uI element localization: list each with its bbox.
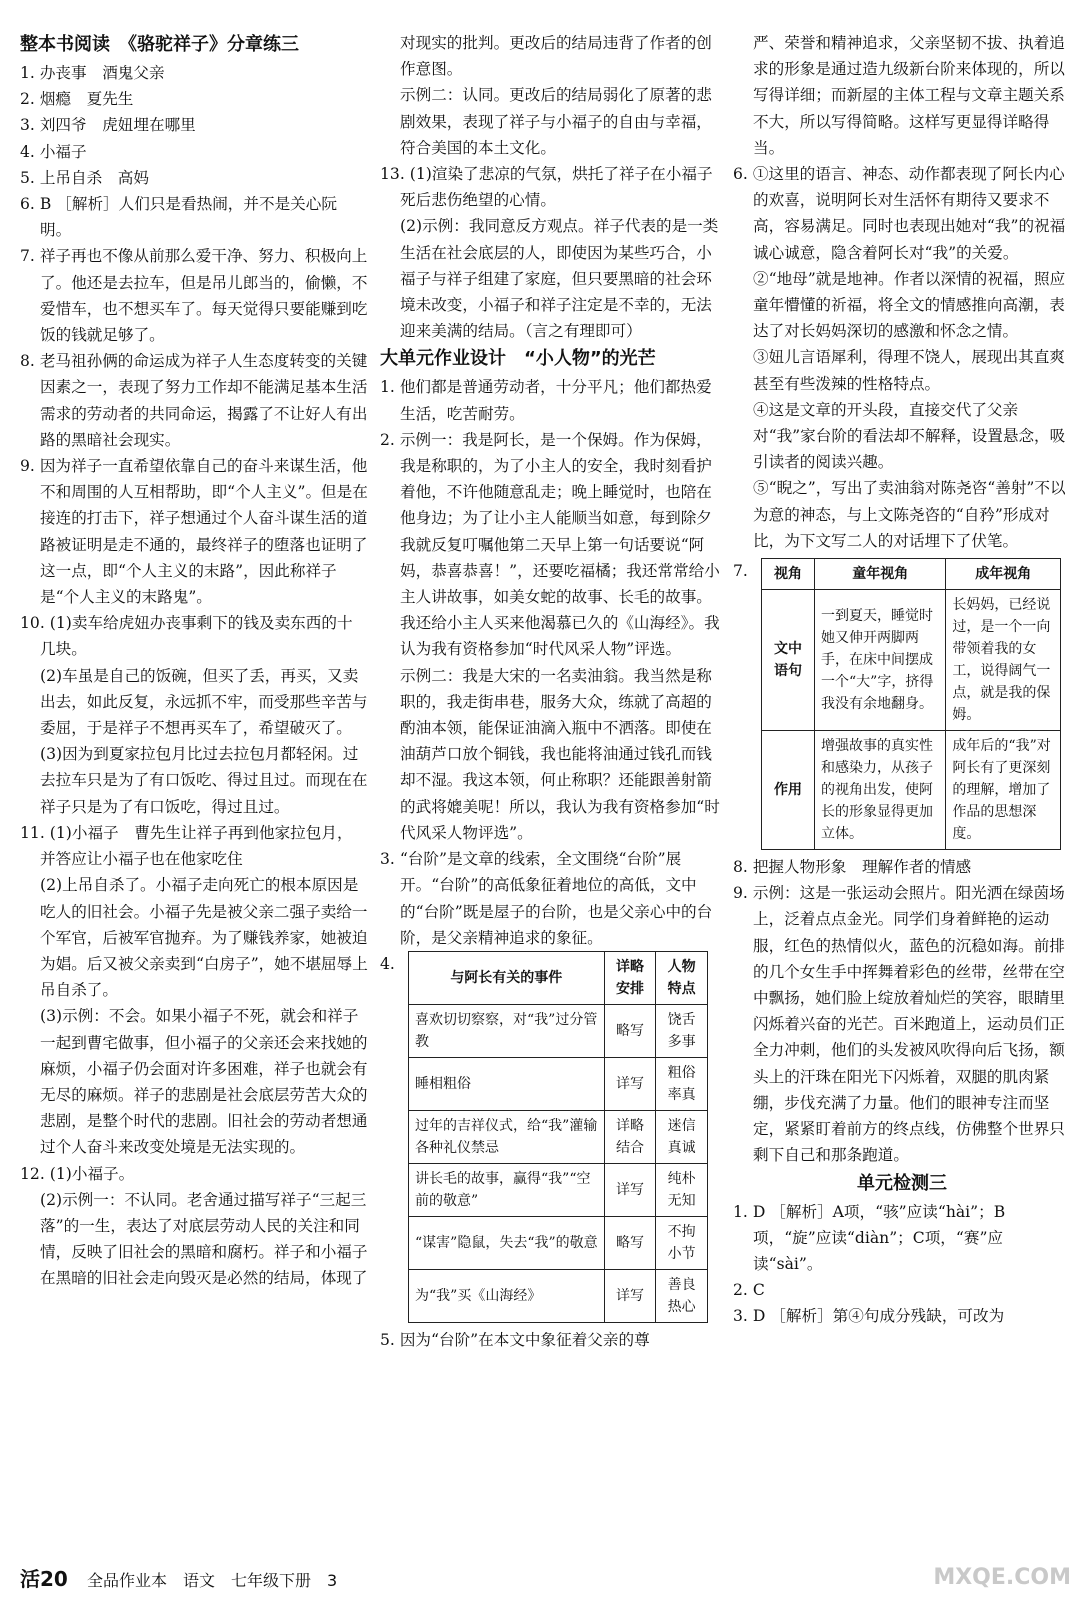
table-cell: 迷信真诚 bbox=[656, 1110, 708, 1163]
column-middle bbox=[380, 30, 720, 1353]
question-number: 4. bbox=[380, 954, 395, 973]
table-cell: 饶舌多事 bbox=[656, 1004, 708, 1057]
table-cell: 喜欢切切察察，对“我”过分管教 bbox=[409, 1004, 605, 1057]
column-right bbox=[733, 30, 1071, 1330]
answer-subitem: (3)因为到夏家拉包月比过去拉包月都轻闲。过去拉车只是为了有口饭吃、得过且过。而现在在祥子只是为了有口饭吃，得过且过。 bbox=[40, 745, 368, 816]
section-title: 整本书阅读 《骆驼祥子》分章练三 bbox=[20, 34, 299, 55]
answer-item: 2. C bbox=[733, 1281, 765, 1300]
footer-brand: 活20 bbox=[20, 1567, 68, 1591]
table-row-label: 作用 bbox=[762, 731, 815, 850]
answer-subitem: 严、荣誉和精神追求，父亲坚韧不拔、执着追求的形象是通过造九级新台阶来体现的，所以写得详细；而新屋的主体工程与文章主题关系不大，所以写得简略。这样写更显得详略得当。 bbox=[753, 34, 1065, 157]
answer-item: 6. ①这里的语言、神态、动作都表现了阿长内心的欢喜，说明阿长对生活怀有期待又要求不高，容易满足。同时也表现出她对“我”的祝福诚心诚意，隐含着阿长对“我”的关爱。 bbox=[733, 165, 1066, 262]
answer-item: 3. 刘四爷 虎妞埋在哪里 bbox=[20, 116, 196, 135]
table-header-row bbox=[409, 951, 708, 1004]
table-cell: 不拘小节 bbox=[656, 1216, 708, 1269]
answer-item: 1. 办丧事 酒鬼父亲 bbox=[20, 64, 165, 82]
table-cell: 一到夏天，睡觉时她又伸开两脚两手，在床中间摆成一个“大”字，挤得我没有余地翻身。 bbox=[815, 590, 946, 731]
table-cell: 略写 bbox=[604, 1004, 656, 1057]
table-cell: 讲长毛的故事，赢得“我”“空前的敬意” bbox=[409, 1163, 605, 1216]
footer-text: 全品作业本 语文 七年级下册 3 bbox=[86, 1571, 338, 1590]
table-cell: 为“我”买《山海经》 bbox=[409, 1269, 605, 1322]
table-row bbox=[409, 1110, 708, 1163]
table-cell: 详写 bbox=[604, 1163, 656, 1216]
question-4 bbox=[380, 951, 720, 1323]
answer-subitem: (2)示例一：不认同。老舍通过描写祥子“三起三落”的一生，表达了对底层劳动人民的关注和同情，反映了旧社会的黑暗和腐朽。祥子和小福子在黑暗的旧社会走向毁灭是必然的结局，体现了 bbox=[40, 1190, 368, 1288]
answer-subitem: ⑤“睨之”，写出了卖油翁对陈尧咨“善射”不以为意的神态，与上文陈尧咨的“自矜”形成对比，为下文写二人的对话埋下了伏笔。 bbox=[753, 479, 1066, 550]
table-header: 人物特点 bbox=[656, 951, 708, 1004]
table-cell: 成年后的“我”对阿长有了更深刻的理解，增加了作品的思想深度。 bbox=[946, 731, 1061, 850]
answer-subitem: 对现实的批判。更改后的结局违背了作者的创作意图。 bbox=[400, 34, 712, 79]
answer-item: 10. (1)卖车给虎妞办丧事剩下的钱及卖东西的十几块。 bbox=[20, 614, 353, 659]
column-left bbox=[20, 30, 368, 1292]
answer-item: 9. 示例：这是一张运动会照片。阳光洒在绿茵场上，泛着点点金光。同学们身着鲜艳的运动服，红色的热情似火，蓝色的沉稳如海。前排的几个女生手中挥舞着彩色的丝带，丝带在空中飘扬，她们脸上绽放着灿烂的笑容，眼睛里闪烁着兴奋的光芒。百米跑道上，运动员们正全力冲刺，他们的头发被风吹得向后飞扬，额头上的汗珠在阳光下闪烁着，双腿的肌肉紧绷，步伐充满了力量。他们的眼神专注而坚定，紧紧盯着前方的终点线，仿佛整个世界只剩下自己和那条跑道。 bbox=[733, 884, 1065, 1165]
answer-subitem: (2)上吊自杀了。小福子走向死亡的根本原因是吃人的旧社会。小福子先是被父亲二强子卖给一个军官，后被军官抛弃。为了赚钱养家，她被迫为娼。后又被父亲卖到“白房子”，她不堪屈辱上吊自杀了。 bbox=[40, 876, 368, 1000]
table-cell: 善良热心 bbox=[656, 1269, 708, 1322]
answer-subitem: ③妞儿言语犀利，得理不饶人，展现出其直爽甚至有些泼辣的性格特点。 bbox=[753, 348, 1065, 393]
answer-item: 8. 老马祖孙俩的命运成为祥子人生态度转变的关键因素之一，表现了努力工作却不能满足基本生活需求的劳动者的共同命运，揭露了不让好人有出路的黑暗社会现实。 bbox=[20, 352, 368, 449]
answer-item: 11. (1)小福子 曹先生让祥子再到他家拉包月，并答应让小福子也在他家吃住 bbox=[20, 823, 353, 869]
answer-item: 4. 小福子 bbox=[20, 142, 87, 161]
table-row bbox=[409, 1269, 708, 1322]
table-cell: 增强故事的真实性和感染力，从孩子的视角出发，使阿长的形象显得更加立体。 bbox=[815, 731, 946, 850]
table-row bbox=[409, 1216, 708, 1269]
question-7 bbox=[733, 558, 1071, 850]
table-cell: “谋害”隐鼠，失去“我”的敬意 bbox=[409, 1216, 605, 1269]
table-cell: 详写 bbox=[604, 1269, 656, 1322]
answer-subitem: (2)示例：我同意反方观点。祥子代表的是一类生活在社会底层的人，即使因为某些巧合，小福子与祥子组建了家庭，但只要黑暗的社会环境未改变，小福子和祥子注定是不幸的，无法迎来美满的结局。（言之有理即可） bbox=[400, 217, 719, 341]
table-cell: 长妈妈，已经说过，是一个一向带领着我的女工，说得阔气一点，就是我的保姆。 bbox=[946, 590, 1061, 731]
answer-item: 1. D ［解析］A项，“骇”应读“hài”；B项，“旋”应读“diàn”；C项，“赛”应读“sài”。 bbox=[733, 1202, 1006, 1273]
answer-item: 5. 上吊自杀 高妈 bbox=[20, 168, 149, 187]
answer-item: 3. D ［解析］第④句成分残缺，可改为 bbox=[733, 1307, 1005, 1326]
events-table bbox=[408, 951, 708, 1323]
answer-item: 9. 因为祥子一直希望依靠自己的奋斗来谋生活，他不和周围的人互相帮助，即“个人主义”。但是在接连的打击下，祥子想通过个人奋斗谋生活的道路被证明是走不通的，最终祥子的堕落也证明了这一点，即“个人主义的末路”，因此称祥子是“个人主义的末路鬼”。 bbox=[20, 457, 368, 607]
table-cell: 详略结合 bbox=[604, 1110, 656, 1163]
table-row bbox=[409, 1163, 708, 1216]
table-header: 与阿长有关的事件 bbox=[409, 951, 605, 1004]
watermark: MXQE.COM bbox=[933, 1565, 1071, 1590]
table-cell: 纯朴无知 bbox=[656, 1163, 708, 1216]
table-header: 视角 bbox=[762, 559, 815, 590]
table-header: 成年视角 bbox=[946, 559, 1061, 590]
answer-subitem: (3)示例：不会。如果小福子不死，就会和祥子一起到曹宅做事，但小福子的父亲还会来找她的麻烦，小福子仍会面对许多困难，祥子也就会有无尽的麻烦。祥子的悲剧是社会底层劳苦大众的悲剧，是整个时代的悲剧。旧社会的劳动者想通过个人奋斗来改变处境是无法实现的。 bbox=[40, 1007, 368, 1157]
table-row bbox=[762, 731, 1061, 850]
answer-item: 5. 因为“台阶”在本文中象征着父亲的尊 bbox=[380, 1330, 650, 1349]
page-footer bbox=[20, 1563, 337, 1592]
table-cell: 粗俗率真 bbox=[656, 1057, 708, 1110]
table-row bbox=[762, 590, 1061, 731]
section-title: 单元检测三 bbox=[857, 1172, 947, 1194]
table-header-row bbox=[762, 559, 1061, 590]
answer-subitem: 示例二：认同。更改后的结局弱化了原著的悲剧效果，表现了祥子与小福子的自由与幸福，符合美国的本土文化。 bbox=[400, 86, 712, 157]
table-cell: 详写 bbox=[604, 1057, 656, 1110]
table-header: 详略安排 bbox=[604, 951, 656, 1004]
section-title: 大单元作业设计 “小人物”的光芒 bbox=[380, 348, 656, 370]
table-header: 童年视角 bbox=[815, 559, 946, 590]
answer-item: 13. (1)渲染了悲凉的气氛，烘托了祥子在小福子死后悲伤绝望的心情。 bbox=[380, 165, 713, 210]
table-cell: 略写 bbox=[604, 1216, 656, 1269]
answer-subitem: ②“地母”就是地神。作者以深情的祝福，照应童年懵懂的祈福，将全文的情感推向高潮，表达了对长妈妈深切的感激和怀念之情。 bbox=[753, 269, 1066, 341]
answer-subitem: ④这是文章的开头段，直接交代了父亲对“我”家台阶的看法却不解释，设置悬念，吸引读者的阅读兴趣。 bbox=[753, 400, 1066, 472]
answer-item: 7. 祥子再也不像从前那么爱干净、努力、积极向上了。他还是去拉车，但是吊儿郎当的，偷懒，不爱惜车，也不想买车了。每天觉得只要能赚到吃饭的钱就足够了。 bbox=[20, 247, 368, 345]
table-cell: 睡相粗俗 bbox=[409, 1057, 605, 1110]
answer-subitem: 示例二：我是大宋的一名卖油翁。我当然是称职的，我走街串巷，服务大众，练就了高超的酌油本领，能保证油滴入瓶中不洒落。即使在油葫芦口放个铜钱，我也能将油通过钱孔而钱却不湿。我这本领，何止称职？还能跟善射箭的武将媲美呢！所以，我认为我有资格参加“时代风采人物评选”。 bbox=[400, 666, 720, 842]
answer-item: 3. “台阶”是文章的线索，全文围绕“台阶”展开。“台阶”的高低象征着地位的高低，文中的“台阶”既是屋子的台阶，也是父亲心中的台阶，是父亲精神追求的象征。 bbox=[380, 850, 713, 947]
answer-item: 2. 示例一：我是阿长，是一个保姆。作为保姆，我是称职的，为了小主人的安全，我时刻看护着他，不许他随意乱走；晚上睡觉时，也陪在他身边；为了让小主人能顺当如意，每到除夕我就反复叮嘱他第二天早上第一句话要说“阿妈，恭喜恭喜！”，还要吃福橘；我还常常给小主人讲故事，如美女蛇的故事、长毛的故事。我还给小主人买来他渴慕已久的《山海经》。我认为我有资格参加“时代风采人物”评选。 bbox=[380, 430, 720, 659]
question-number: 7. bbox=[733, 562, 748, 581]
answer-item: 6. B ［解析］人们只是看热闹，并不是关心阮明。 bbox=[20, 195, 337, 240]
answer-item: 2. 烟瘾 夏先生 bbox=[20, 90, 134, 109]
answer-item: 12. (1)小福子。 bbox=[20, 1164, 135, 1183]
answer-subitem: (2)车虽是自己的饭碗，但买了丢，再买，又卖出去，如此反复，永远抓不牢，而受那些辛苦与委屈，于是祥子不想再买车了，希望破灭了。 bbox=[40, 666, 368, 738]
perspective-table bbox=[761, 558, 1061, 850]
table-row bbox=[409, 1057, 708, 1110]
table-row bbox=[409, 1004, 708, 1057]
table-row-label: 文中语句 bbox=[762, 590, 815, 731]
answer-item: 1. 他们都是普通劳动者，十分平凡；他们都热爱生活，吃苦耐劳。 bbox=[380, 378, 712, 423]
answer-item: 8. 把握人物形象 理解作者的情感 bbox=[733, 858, 972, 877]
table-cell: 过年的吉祥仪式，给“我”灌输各种礼仪禁忌 bbox=[409, 1110, 605, 1163]
